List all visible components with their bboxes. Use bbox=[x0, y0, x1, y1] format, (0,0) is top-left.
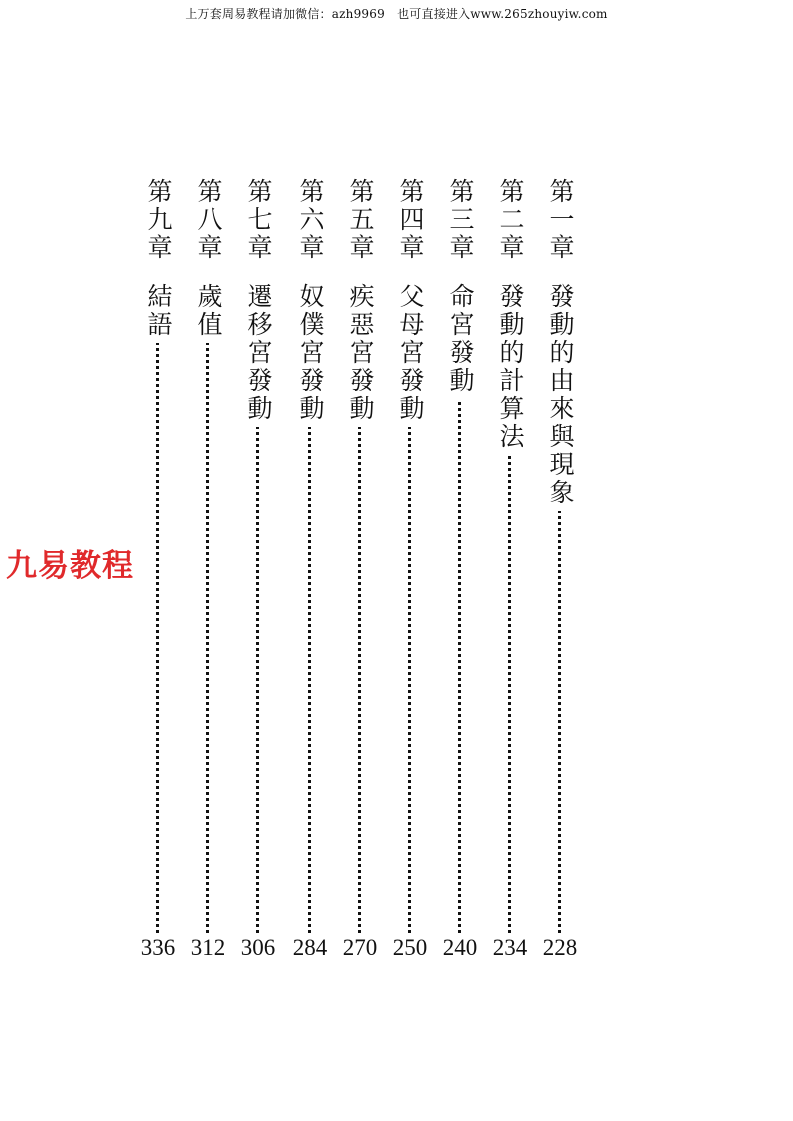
toc-entry bbox=[490, 178, 530, 968]
toc-entry bbox=[290, 178, 330, 968]
toc-entry bbox=[340, 178, 380, 968]
chapter-label: 第四章 bbox=[396, 178, 425, 262]
chapter-label: 第二章 bbox=[496, 178, 525, 262]
chapter-label: 第八章 bbox=[194, 178, 223, 262]
chapter-label: 第五章 bbox=[346, 178, 375, 262]
chapter-label: 第一章 bbox=[546, 178, 575, 262]
header-note: 上万套周易教程请加微信：azh9969 也可直接进入www.265zhouyiw.com bbox=[185, 7, 608, 21]
chapter-title: 父母宮發動 bbox=[390, 283, 430, 427]
page-number: 336 bbox=[140, 935, 176, 960]
chapter-title: 歲值 bbox=[188, 283, 228, 343]
chapter-label: 第六章 bbox=[296, 178, 325, 262]
chapter-title: 疾惡宮發動 bbox=[340, 283, 380, 427]
toc-entry bbox=[440, 178, 480, 968]
toc-entry bbox=[188, 178, 228, 968]
dot-leader bbox=[206, 283, 209, 933]
chapter-title: 遷移宮發動 bbox=[238, 283, 278, 427]
chapter-title: 奴僕宮發動 bbox=[290, 283, 330, 427]
page-number: 234 bbox=[492, 935, 528, 960]
chapter-title: 發動的由來與現象 bbox=[540, 283, 580, 511]
page-number: 284 bbox=[292, 935, 328, 960]
toc-entry bbox=[138, 178, 178, 968]
page-number: 240 bbox=[442, 935, 478, 960]
chapter-title: 結語 bbox=[138, 283, 178, 343]
watermark: 九易教程 bbox=[6, 548, 134, 584]
chapter-title: 命宮發動 bbox=[440, 283, 480, 399]
page-number: 270 bbox=[342, 935, 378, 960]
chapter-label: 第三章 bbox=[446, 178, 475, 262]
chapter-label: 第七章 bbox=[244, 178, 273, 262]
chapter-label: 第九章 bbox=[144, 178, 173, 262]
page-number: 306 bbox=[240, 935, 276, 960]
chapter-title: 發動的計算法 bbox=[490, 283, 530, 455]
page-number: 250 bbox=[392, 935, 428, 960]
toc-entry bbox=[238, 178, 278, 968]
toc-entry bbox=[390, 178, 430, 968]
page-number: 228 bbox=[542, 935, 578, 960]
dot-leader bbox=[156, 283, 159, 933]
page-number: 312 bbox=[190, 935, 226, 960]
toc-entry bbox=[540, 178, 580, 968]
